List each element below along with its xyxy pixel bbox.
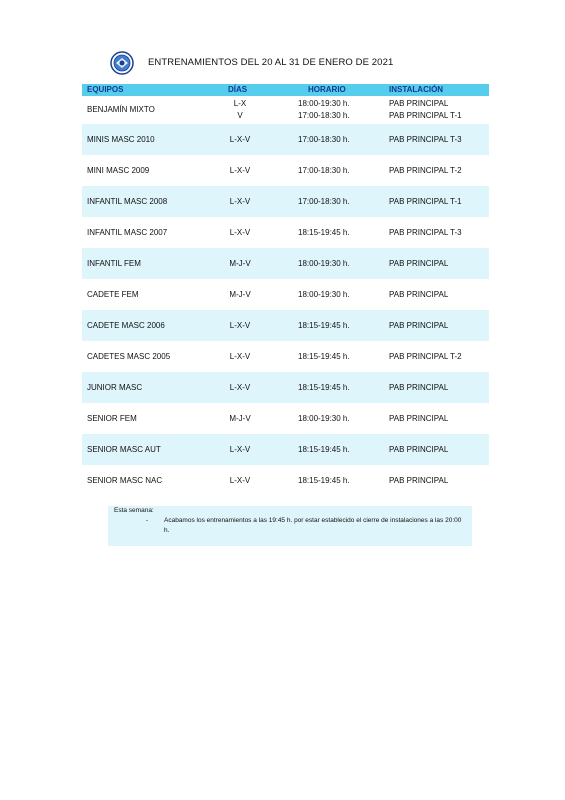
venue-cell-line: PAB PRINCIPAL T-3 [389, 134, 462, 144]
team-cell [87, 124, 155, 155]
schedule-cell [298, 186, 350, 217]
note-bullet: - [146, 517, 149, 524]
venue-cell-line: PAB PRINCIPAL [389, 382, 449, 392]
schedule-cell [298, 465, 350, 496]
team-cell-line: SENIOR MASC NAC [87, 475, 163, 485]
table-row [82, 310, 489, 341]
days-cell [210, 248, 270, 279]
schedule-cell-line: 18:00-19:30 h. [298, 289, 350, 299]
venue-cell [389, 341, 462, 372]
team-cell-line: CADETES MASC 2005 [87, 351, 171, 361]
schedule-cell-line: 17:00-18:30 h. [298, 134, 350, 144]
venue-cell [389, 310, 448, 341]
days-cell-line: M-J-V [229, 413, 251, 423]
team-cell [87, 96, 155, 124]
note-text: Acabamos los entrenamientos a las 19:45 h. por estar establecido el cierre de instalaciones a las 20:00 h. [164, 517, 462, 534]
team-cell [87, 279, 139, 310]
schedule-cell [298, 310, 350, 341]
venue-cell-line: PAB PRINCIPAL [389, 413, 449, 423]
days-cell [210, 372, 270, 403]
table-row [82, 155, 489, 186]
schedule-cell [298, 372, 350, 403]
days-cell-line: L-X-V [229, 134, 251, 144]
schedule-cell [298, 248, 350, 279]
schedule-cell [298, 124, 350, 155]
days-cell-line: V [237, 111, 243, 120]
team-cell-line: CADETE MASC 2006 [87, 320, 165, 330]
venue-cell [389, 96, 462, 124]
team-cell [87, 341, 170, 372]
venue-cell [389, 124, 462, 155]
team-cell [87, 372, 142, 403]
schedule-cell-line: 17:00-18:30 h. [298, 111, 350, 120]
days-cell-line: L-X-V [229, 320, 251, 330]
schedule-cell-line: 18:15-19:45 h. [298, 444, 350, 454]
notes-title: Esta semana: [114, 507, 154, 514]
venue-cell [389, 186, 462, 217]
days-cell [210, 279, 270, 310]
schedule-cell-line: 17:00-18:30 h. [298, 165, 350, 175]
column-header-teams: EQUIPOS [87, 85, 124, 94]
team-cell-line: CADETE FEM [87, 289, 139, 299]
venue-cell-line: PAB PRINCIPAL T-1 [389, 111, 462, 120]
team-cell-line: INFANTIL MASC 2007 [87, 227, 168, 237]
venue-cell [389, 155, 462, 186]
venue-cell-line: PAB PRINCIPAL T-3 [389, 227, 462, 237]
venue-cell [389, 465, 448, 496]
schedule-cell-line: 18:00-19:30 h. [298, 258, 350, 268]
column-header-schedule: HORARIO [308, 85, 346, 94]
table-row [82, 434, 489, 465]
schedule-cell-line: 17:00-18:30 h. [298, 196, 350, 206]
page-title: ENTRENAMIENTOS DEL 20 AL 31 DE ENERO DE 2021 [148, 57, 394, 68]
venue-cell [389, 217, 462, 248]
venue-cell-line: PAB PRINCIPAL [389, 320, 449, 330]
table-row [82, 465, 489, 496]
team-cell-line: JUNIOR MASC [87, 382, 143, 392]
venue-cell [389, 279, 448, 310]
team-cell-line: MINI MASC 2009 [87, 165, 150, 175]
schedule-cell-line: 18:00-19:30 h. [298, 413, 350, 423]
table-row [82, 186, 489, 217]
table-row [82, 217, 489, 248]
venue-cell-line: PAB PRINCIPAL [389, 258, 449, 268]
days-cell-line: L-X-V [229, 475, 251, 485]
team-cell [87, 155, 149, 186]
team-cell-line: BENJAMÍN MIXTO [87, 105, 155, 114]
schedule-cell [298, 434, 350, 465]
weekly-notes [108, 506, 472, 546]
schedule-cell-line: 18:15-19:45 h. [298, 227, 350, 237]
venue-cell-line: PAB PRINCIPAL [389, 444, 449, 454]
days-cell-line: L-X-V [229, 351, 251, 361]
days-cell [210, 124, 270, 155]
schedule-cell-line: 18:15-19:45 h. [298, 475, 350, 485]
days-cell [210, 310, 270, 341]
table-row [82, 341, 489, 372]
venue-cell [389, 403, 448, 434]
team-cell-line: INFANTIL MASC 2008 [87, 196, 168, 206]
venue-cell-line: PAB PRINCIPAL T-1 [389, 196, 462, 206]
days-cell [210, 465, 270, 496]
days-cell-line: L-X-V [229, 444, 251, 454]
days-cell-line: L-X-V [229, 382, 251, 392]
team-cell [87, 310, 165, 341]
venue-cell-line: PAB PRINCIPAL T-2 [389, 351, 462, 361]
table-header [82, 84, 489, 96]
team-cell-line: SENIOR FEM [87, 413, 137, 423]
venue-cell-line: PAB PRINCIPAL T-2 [389, 165, 462, 175]
days-cell-line: L-X-V [229, 227, 251, 237]
days-cell [210, 186, 270, 217]
schedule-cell [298, 279, 350, 310]
training-schedule-table [82, 84, 489, 496]
days-cell [210, 217, 270, 248]
days-cell [210, 403, 270, 434]
table-row [82, 124, 489, 155]
venue-cell [389, 434, 448, 465]
schedule-cell [298, 341, 350, 372]
days-cell-line: M-J-V [229, 289, 251, 299]
team-cell [87, 186, 167, 217]
venue-cell-line: PAB PRINCIPAL [389, 289, 449, 299]
schedule-cell [298, 96, 350, 124]
team-cell [87, 465, 162, 496]
schedule-cell-line: 18:15-19:45 h. [298, 320, 350, 330]
table-row [82, 248, 489, 279]
days-cell [210, 434, 270, 465]
team-cell-line: INFANTIL FEM [87, 258, 141, 268]
team-cell-line: MINIS MASC 2010 [87, 134, 155, 144]
schedule-cell-line: 18:15-19:45 h. [298, 382, 350, 392]
table-row [82, 279, 489, 310]
club-crest-icon [110, 51, 134, 75]
team-cell [87, 403, 137, 434]
column-header-venue: INSTALACIÓN [389, 85, 444, 94]
team-cell [87, 248, 141, 279]
schedule-cell [298, 217, 350, 248]
venue-cell [389, 372, 448, 403]
table-row [82, 96, 489, 124]
days-cell-line: L-X-V [229, 165, 251, 175]
schedule-cell-line: 18:15-19:45 h. [298, 351, 350, 361]
team-cell [87, 217, 167, 248]
schedule-cell [298, 403, 350, 434]
days-cell-line: L-X-V [229, 196, 251, 206]
venue-cell-line: PAB PRINCIPAL [389, 99, 449, 108]
venue-cell-line: PAB PRINCIPAL [389, 475, 449, 485]
schedule-cell-line: 18:00-19:30 h. [298, 99, 350, 108]
days-cell [210, 155, 270, 186]
days-cell-line: M-J-V [229, 258, 251, 268]
venue-cell [389, 248, 448, 279]
table-row [82, 372, 489, 403]
table-row [82, 403, 489, 434]
schedule-cell [298, 155, 350, 186]
column-header-days: DÍAS [228, 85, 248, 94]
days-cell-line: L-X [233, 99, 247, 108]
days-cell [210, 96, 270, 124]
team-cell-line: SENIOR MASC AUT [87, 444, 161, 454]
days-cell [210, 341, 270, 372]
team-cell [87, 434, 161, 465]
